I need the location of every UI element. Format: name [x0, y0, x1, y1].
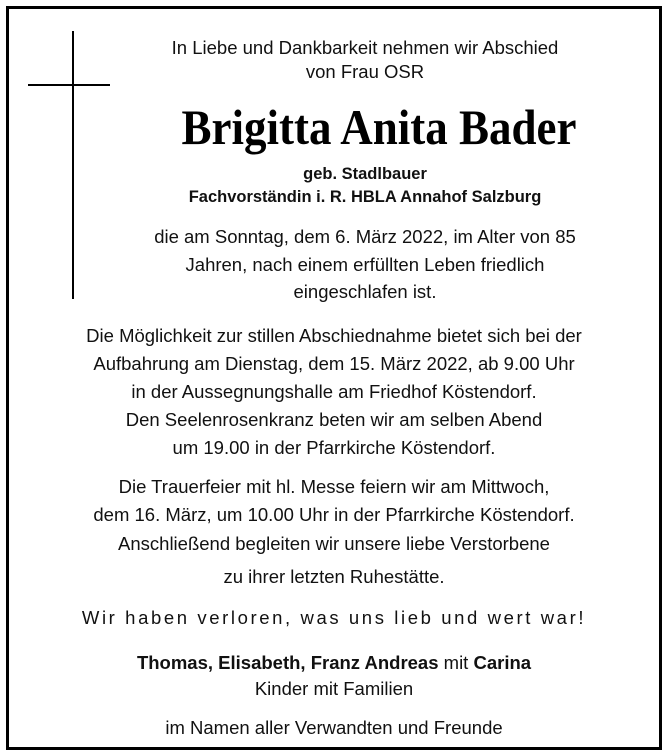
- cross-icon-bar: [28, 84, 110, 86]
- viewing-line-5: um 19.00 in der Pfarrkirche Köstendorf.: [172, 437, 496, 458]
- funeral-line-4: zu ihrer letzten Ruhestätte.: [223, 566, 445, 587]
- family-connector: mit: [438, 652, 474, 673]
- viewing-line-4: Den Seelenrosenkranz beten wir am selben Abend: [125, 409, 543, 430]
- header-line-1: In Liebe und Dankbarkeit nehmen wir Abschied: [171, 37, 559, 58]
- family-names: Thomas, Elisabeth, Franz Andreas: [136, 652, 439, 673]
- family-line-1: [9, 654, 659, 673]
- funeral-line-2: dem 16. März, um 10.00 Uhr in der Pfarrkirche Köstendorf.: [93, 504, 575, 525]
- death-line-3: eingeschlafen ist.: [293, 281, 437, 302]
- notice-frame: [6, 6, 662, 750]
- death-line-2: Jahren, nach einem erfüllten Leben friedlich: [185, 254, 545, 275]
- header-line-2: von Frau OSR: [305, 61, 425, 82]
- family-line-3: im Namen aller Verwandten und Freunde: [165, 717, 503, 738]
- deceased-name: Brigitta Anita Bader: [181, 99, 577, 155]
- family-line-2: Kinder mit Familien: [254, 678, 414, 699]
- viewing-line-3: in der Aussegnungshalle am Friedhof Köstendorf.: [131, 381, 537, 402]
- birth-name: geb. Stadlbauer: [303, 165, 427, 183]
- motto: Wir haben verloren, was uns lieb und wert war!: [81, 607, 587, 628]
- family-name-last: Carina: [473, 652, 532, 673]
- viewing-line-1: Die Möglichkeit zur stillen Abschiednahme bietet sich bei der: [86, 325, 582, 346]
- viewing-line-2: Aufbahrung am Dienstag, dem 15. März 2022, ab 9.00 Uhr: [93, 353, 575, 374]
- funeral-line-3: Anschließend begleiten wir unsere liebe Verstorbene: [118, 533, 550, 554]
- funeral-line-1: Die Trauerfeier mit hl. Messe feiern wir am Mittwoch,: [118, 476, 550, 497]
- death-line-1: die am Sonntag, dem 6. März 2022, im Alter von 85: [154, 226, 576, 247]
- role-line: Fachvorständin i. R. HBLA Annahof Salzburg: [188, 188, 542, 206]
